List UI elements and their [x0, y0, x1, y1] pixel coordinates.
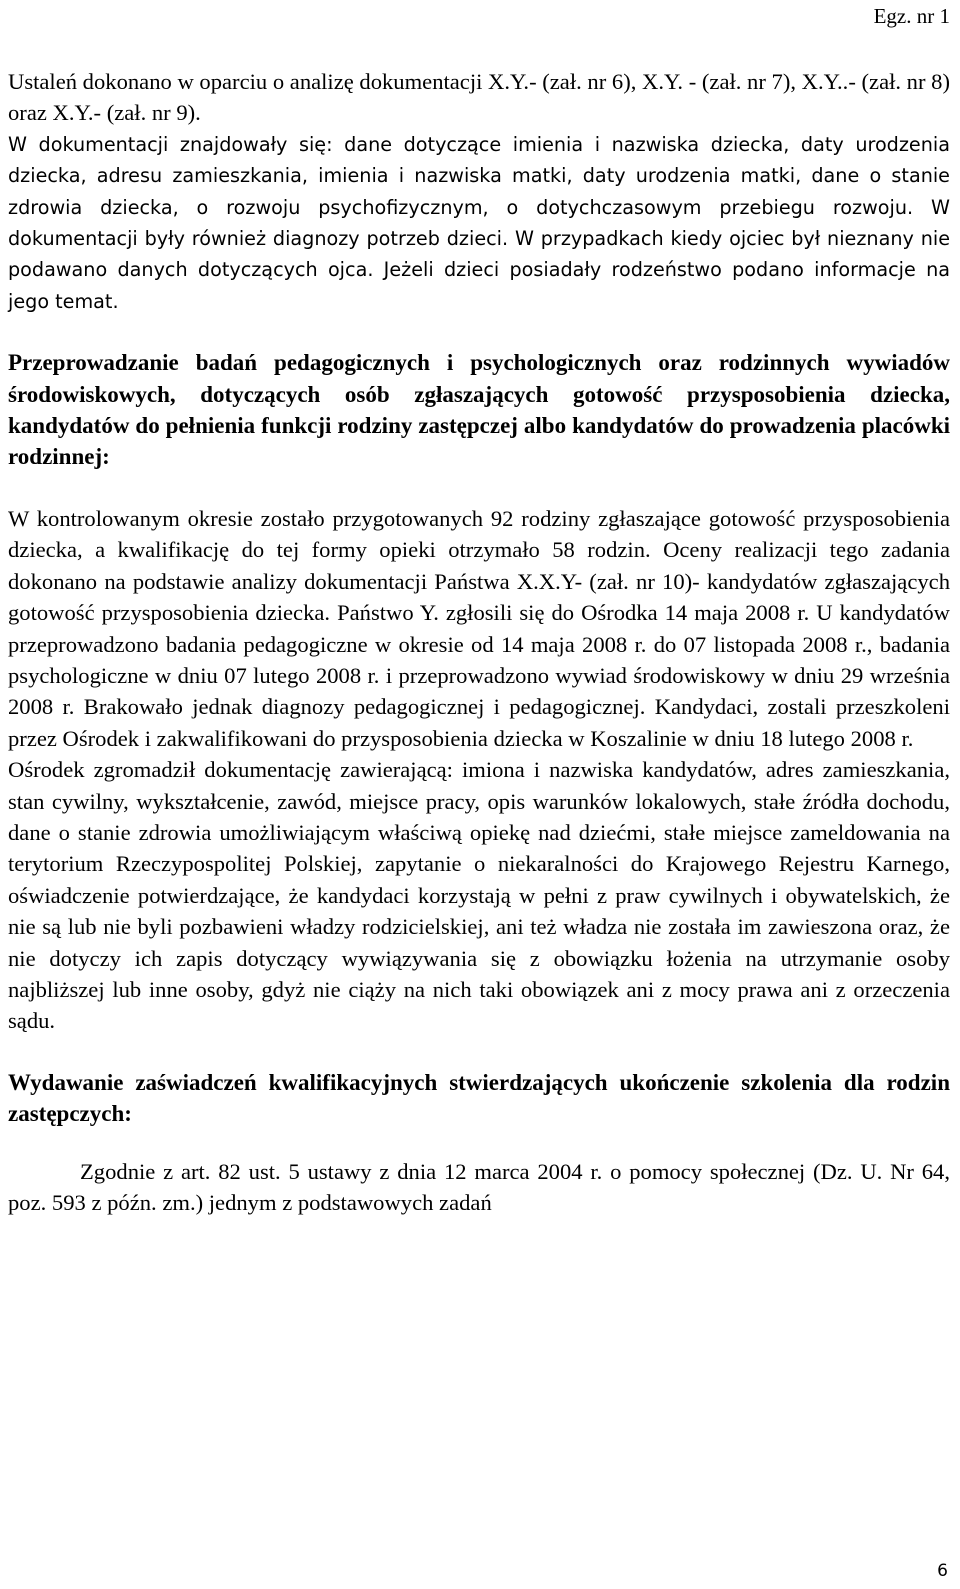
- paragraph-documentation-contents: W dokumentacji znajdowały się: dane dotyczące imienia i nazwiska dziecka, daty urodzenia dziecka, adresu zamieszkania, imienia i nazwiska matki, daty urodzenia matki, dane o stanie zdrowia dziecka, o rozwoju psychofizycznym, o dotychczasowym przebiegu rozwoju. W dokumentacji były również diagnozy potrzeb dzieci. W przypadkach kiedy ojciec był nieznany nie podawano danych dotyczących ojca. Jeżeli dzieci posiadały rodzeństwo podano informacje na jego temat.: [8, 132, 950, 313]
- paragraph-sources: Ustaleń dokonano w oparciu o analizę dokumentacji X.Y.- (zał. nr 6), X.Y. - (zał. nr 7), X.Y..- (zał. nr 8) oraz X.Y.- (zał. nr 9).: [8, 69, 950, 126]
- section-heading-examinations: Przeprowadzanie badań pedagogicznych i psychologicznych oraz rodzinnych wywiadów środowiskowych, dotyczących osób zgłaszających gotowość przysposobienia dziecka, kandydatów do pełnienia funkcji rodziny zastępczej albo kandydatów do prowadzenia placówki rodzinnej:: [8, 350, 950, 470]
- attachment-label: Egz. nr 1: [873, 4, 950, 28]
- paragraph-controlled-period: W kontrolowanym okresie zostało przygotowanych 92 rodziny zgłaszające gotowość przysposobienia dziecka, a kwalifikację do tej formy opieki otrzymało 58 rodzin. Oceny realizacji tego zadania dokonano na podstawie analizy dokumentacji Państwa X.X.Y- (zał. nr 10)- kandydatów zgłaszających gotowość przysposobienia dziecka. Państwo Y. zgłosili się do Ośrodka 14 maja 2008 r. U kandydatów przeprowadzono badania pedagogiczne w okresie od 14 maja 2008 r. do 07 listopada 2008 r., badania psychologiczne w dniu 07 lutego 2008 r. i przeprowadzono wywiad środowiskowy w dniu 29 września 2008 r. Brakowało jednak diagnozy pedagogicznej i pedagogicznej. Kandydaci, zostali przeszkoleni przez Ośrodek i zakwalifikowani do przysposobienia dziecka w Koszalinie w dniu 18 lutego 2008 r.: [8, 505, 950, 751]
- paragraph-legal-basis: Zgodnie z art. 82 ust. 5 ustawy z dnia 12 marca 2004 r. o pomocy społecznej (Dz. U. Nr 64, poz. 593 z późn. zm.) jednym z podstawowych zadań: [8, 1158, 950, 1215]
- page-number: 6: [937, 1561, 948, 1581]
- paragraph-center-documentation: Ośrodek zgromadził dokumentację zawierającą: imiona i nazwiska kandydatów, adres zamieszkania, stan cywilny, wykształcenie, zawód, miejsce pracy, opis warunków lokalowych, stałe źródła dochodu, dane o stanie zdrowia umożliwiającym właściwą opiekę nad dziećmi, stałe miejsce zameldowania na terytorium Rzeczypospolitej Polskiej, zapytanie o niekaralności do Krajowego Rejestru Karnego, oświadczenie potwierdzające, że kandydaci korzystają w pełni z praw cywilnych i obywatelskich, że nie są lub nie byli pozbawieni władzy rodzicielskiej, ani też władza nie została im zawieszona oraz, że nie dotyczy ich zapis dotyczący wywiązywania się z obowiązku łożenia na utrzymanie osoby najbliższej lub inne osoby, gdyż nie ciąży na nich taki obowiązek ani z mocy prawa ani z orzeczenia sądu.: [8, 757, 950, 1034]
- section-heading-certificates: Wydawanie zaświadczeń kwalifikacyjnych stwierdzających ukończenie szkolenia dla rodzin zastępczych:: [8, 1069, 950, 1127]
- document-body: [8, 66, 950, 1218]
